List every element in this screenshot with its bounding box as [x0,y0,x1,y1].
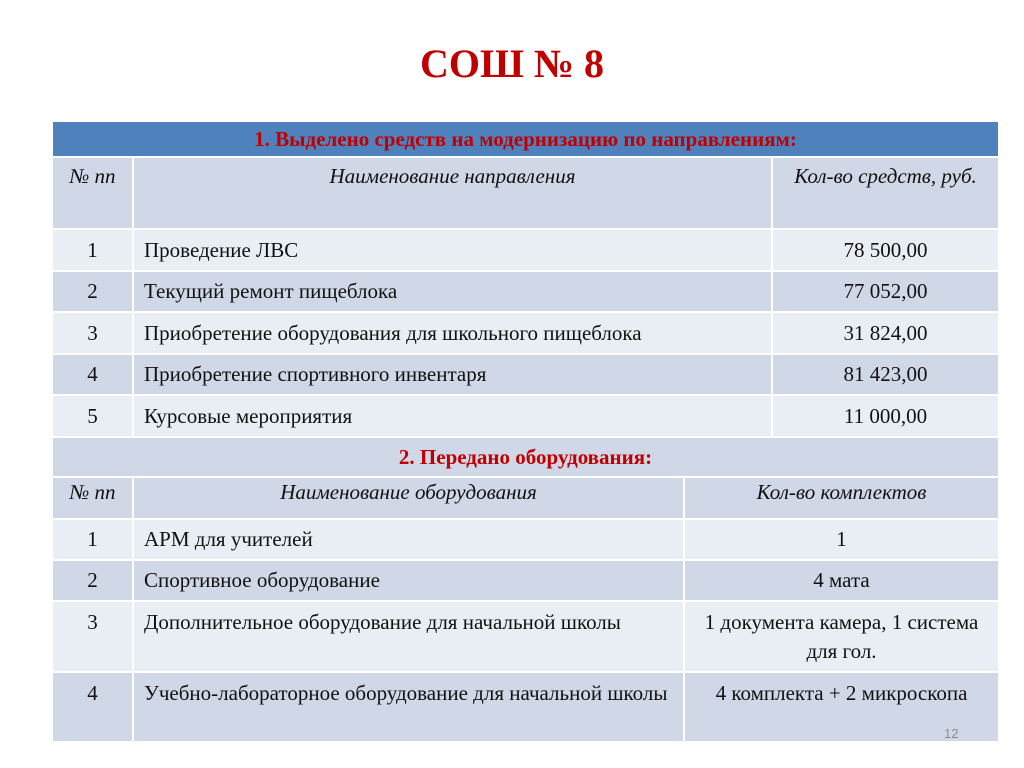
row-sets: 1 документа камера, 1 система для гол. [684,601,999,672]
col-header-number: № пп [52,157,133,229]
funding-table [51,120,1000,743]
row-amount: 11 000,00 [772,395,999,437]
table-row [52,672,999,742]
row-direction: Приобретение спортивного инвентаря [133,354,772,395]
row-amount: 78 500,00 [772,229,999,271]
row-equipment: АРМ для учителей [133,519,684,560]
col-header-sets: Кол-во комплектов [684,477,999,519]
table-row [52,271,999,312]
row-amount: 31 824,00 [772,312,999,354]
page-number: 12 [944,726,959,741]
table-row [52,560,999,601]
table-row [52,354,999,395]
table-row [52,395,999,437]
row-direction: Приобретение оборудования для школьного пищеблока [133,312,772,354]
col-header-number: № пп [52,477,133,519]
table-row [52,519,999,560]
row-number: 4 [52,354,133,395]
row-number: 5 [52,395,133,437]
row-equipment: Дополнительное оборудование для начальной школы [133,601,684,672]
row-direction: Текущий ремонт пищеблока [133,271,772,312]
section1-header-row [52,157,999,229]
row-number: 2 [52,271,133,312]
section2-header-row [52,477,999,519]
table-row [52,229,999,271]
row-number: 3 [52,312,133,354]
row-sets: 4 комплекта + 2 микроскопа [684,672,999,742]
row-amount: 77 052,00 [772,271,999,312]
col-header-amount: Кол-во средств, руб. [772,157,999,229]
row-number: 1 [52,229,133,271]
section1-heading: 1. Выделено средств на модернизацию по направлениям: [52,121,999,157]
row-sets: 1 [684,519,999,560]
row-direction: Курсовые мероприятия [133,395,772,437]
row-amount: 81 423,00 [772,354,999,395]
row-equipment: Учебно-лабораторное оборудование для начальной школы [133,672,684,742]
section1-heading-row [52,121,999,157]
section2-heading-row [52,437,999,477]
row-number: 3 [52,601,133,672]
row-number: 2 [52,560,133,601]
page-title: СОШ № 8 [419,41,605,86]
row-direction: Проведение ЛВС [133,229,772,271]
section2-heading: 2. Передано оборудования: [52,437,999,477]
col-header-direction: Наименование направления [133,157,772,229]
row-number: 1 [52,519,133,560]
table-row [52,601,999,672]
col-header-equipment: Наименование оборудования [133,477,684,519]
row-equipment: Спортивное оборудование [133,560,684,601]
row-number: 4 [52,672,133,742]
row-sets: 4 мата [684,560,999,601]
table-row [52,312,999,354]
